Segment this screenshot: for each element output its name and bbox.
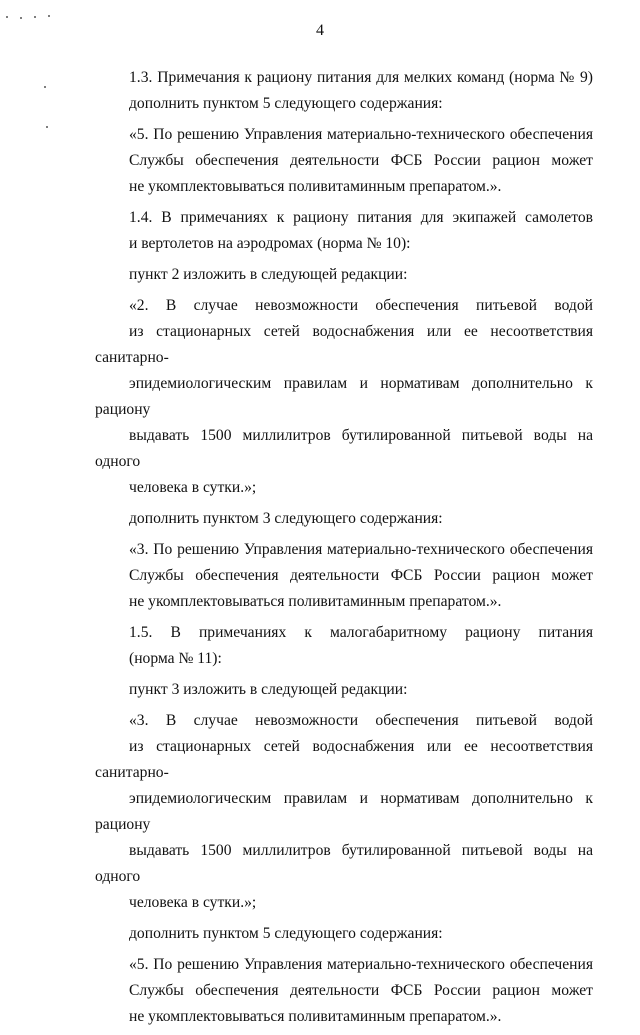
paragraph [95,677,593,703]
text-line: «3. В случае невозможности обеспечения питьевой водой [129,712,593,729]
paragraph [95,708,593,916]
scan-dot [34,16,36,18]
text-line: дополнить пунктом 5 следующего содержания: [129,925,443,942]
text-line: выдавать 1500 миллилитров бутилированной питьевой воды на одного [95,842,593,885]
scan-dot [46,126,48,128]
text-line: Службы обеспечения деятельности ФСБ России рацион может [129,982,593,999]
paragraph [95,506,593,532]
text-line: 1.4. В примечаниях к рациону питания для экипажей самолетов [129,209,593,226]
scan-dot [48,15,50,17]
text-line: и вертолетов на аэродромах (норма № 10): [129,235,411,252]
text-line: не укомплектовываться поливитаминным препаратом.». [129,1008,502,1025]
scan-dot [6,16,8,18]
text-line: дополнить пунктом 5 следующего содержания: [129,95,443,112]
text-line: 1.5. В примечаниях к малогабаритному рациону питания [129,624,593,641]
paragraph [95,620,593,672]
text-line: «3. По решению Управления материально-технического обеспечения [129,541,593,558]
text-line: 1.3. Примечания к рациону питания для мелких команд (норма № 9) [129,69,593,86]
text-line: не укомплектовываться поливитаминным препаратом.». [129,178,502,195]
paragraph [95,952,593,1030]
text-line: Службы обеспечения деятельности ФСБ России рацион может [129,567,593,584]
text-line: пункт 2 изложить в следующей редакции: [129,266,408,283]
text-line: (норма № 11): [129,650,222,667]
paragraph [95,537,593,615]
text-line: человека в сутки.»; [129,894,257,911]
text-line: Службы обеспечения деятельности ФСБ России рацион может [129,152,593,169]
text-line: человека в сутки.»; [129,479,257,496]
text-line: эпидемиологическим правилам и нормативам дополнительно к рациону [95,375,593,418]
text-line: из стационарных сетей водоснабжения или ее несоответствия санитарно- [95,323,593,366]
scan-dot [44,86,46,88]
document-body [95,65,593,1035]
text-line: пункт 3 изложить в следующей редакции: [129,681,408,698]
text-line: «5. По решению Управления материально-технического обеспечения [129,126,593,143]
paragraph [95,921,593,947]
text-line: из стационарных сетей водоснабжения или ее несоответствия санитарно- [95,738,593,781]
paragraph [95,262,593,288]
paragraph [95,122,593,200]
text-line: эпидемиологическим правилам и нормативам дополнительно к рациону [95,790,593,833]
page-number: 4 [316,22,324,39]
paragraph [95,205,593,257]
paragraph [95,65,593,117]
paragraph [95,293,593,501]
text-line: «5. По решению Управления материально-технического обеспечения [129,956,593,973]
scan-dot [20,17,22,19]
text-line: дополнить пунктом 3 следующего содержания: [129,510,443,527]
text-line: выдавать 1500 миллилитров бутилированной питьевой воды на одного [95,427,593,470]
text-line: не укомплектовываться поливитаминным препаратом.». [129,593,502,610]
text-line: «2. В случае невозможности обеспечения питьевой водой [129,297,593,314]
